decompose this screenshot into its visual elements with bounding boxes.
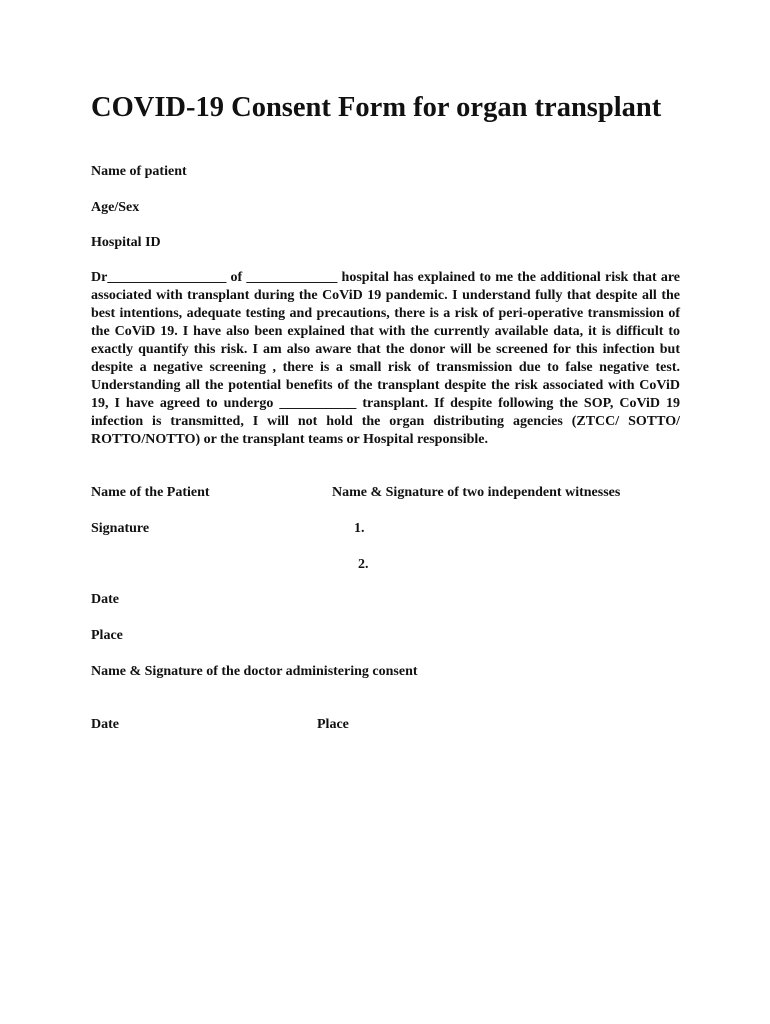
consent-paragraph: Dr_________________ of _____________ hospital has explained to me the additional risk that are associated with transplant during the CoViD 19 pandemic. I understand fully that despite all the best intentions, adequate testing and precautions, there is a risk of peri-operative transmission of the CoViD 19. I have also been explained that with the currently available data, it is difficult to exactly quantify this risk. I am also aware that the donor will be screened for this infection but despite a negative screening , there is a small risk of transmission due to false negative test. Understanding all the potential benefits of the transplant despite the risk associated with CoViD 19, I have agreed to undergo ___________ transplant. If despite following the SOP, CoViD 19 infection is transmitted, I will not hold the organ distributing agencies (ZTCC/ SOTTO/ ROTTO/NOTTO) or the transplant teams or Hospital responsible. xyxy=(91,270,680,447)
place-label: Place xyxy=(91,628,123,643)
page-title: COVID-19 Consent Form for organ transplant xyxy=(91,92,662,123)
bottom-place-label: Place xyxy=(317,717,349,732)
date-label: Date xyxy=(91,592,119,607)
name-of-the-patient-label: Name of the Patient xyxy=(91,485,210,500)
witness-1-label: 1. xyxy=(354,521,365,536)
witness-2-label: 2. xyxy=(358,557,369,572)
signature-label: Signature xyxy=(91,521,150,536)
doctor-consent-label: Name & Signature of the doctor administering consent xyxy=(91,664,418,679)
bottom-date-label: Date xyxy=(91,717,119,732)
hospital-id-label: Hospital ID xyxy=(91,235,161,250)
age-sex-label: Age/Sex xyxy=(91,200,140,215)
witnesses-heading: Name & Signature of two independent witnesses xyxy=(332,485,621,500)
name-of-patient-label: Name of patient xyxy=(91,164,187,179)
